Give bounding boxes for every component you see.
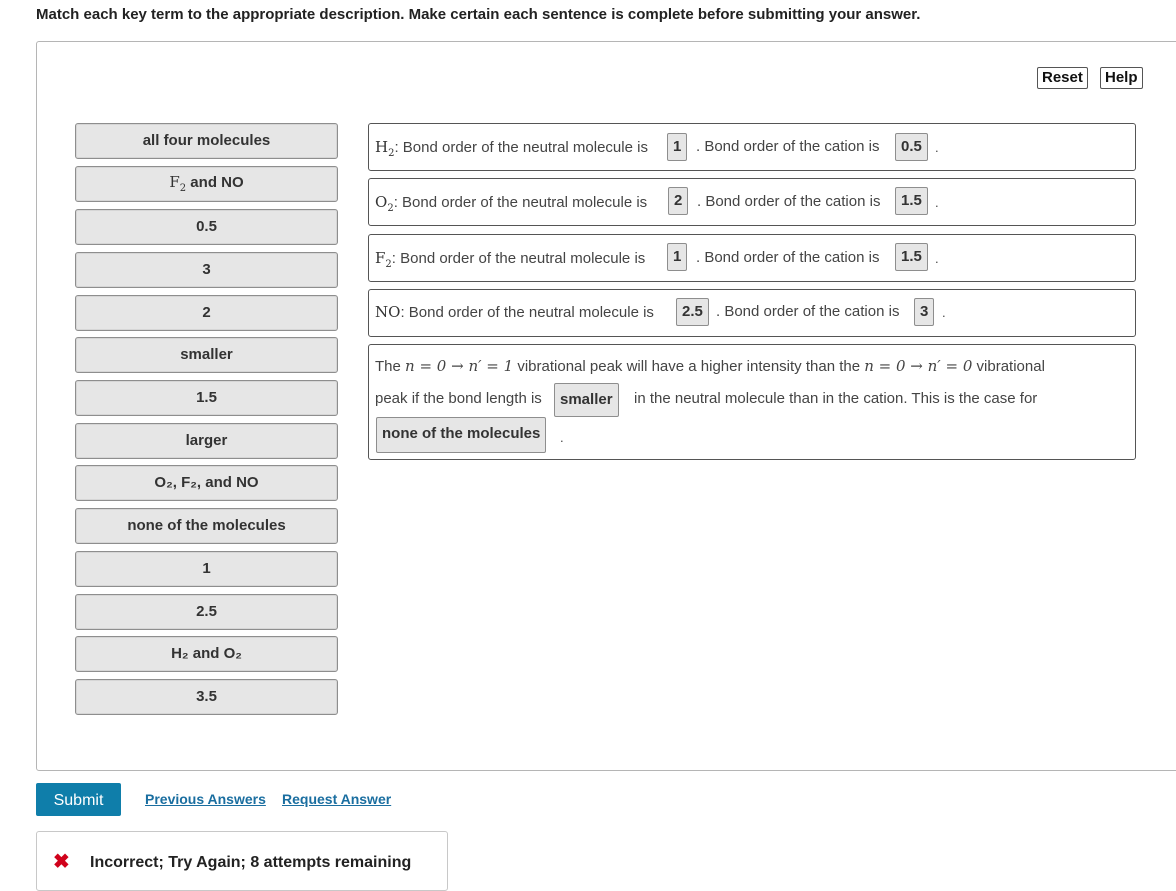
sentence-text: . Bond order of the cation is (696, 138, 880, 155)
sentence-h2 (368, 123, 1136, 171)
reset-button[interactable]: Reset (1037, 67, 1088, 89)
tile-label: 1 (202, 560, 211, 577)
feedback-text: Incorrect; Try Again; 8 attempts remaining (90, 854, 412, 871)
answer-slot-h2-cation[interactable]: 0.5 (895, 133, 928, 161)
tile-label: $F_2$ and NO (169, 173, 244, 194)
tile-o2-f2-and-no[interactable] (75, 465, 338, 501)
sentence-text: The n = 0 → n′ = 1 vibrational peak will have a higher intensity than the n = 0 → n′ = 0 vibrational (375, 357, 1045, 375)
answer-slot-case[interactable]: none of the molecules (376, 417, 546, 453)
previous-answers-link[interactable]: Previous Answers (145, 791, 266, 807)
answer-slot-o2-cation[interactable]: 1.5 (895, 187, 928, 215)
tile-1-5[interactable] (75, 380, 338, 416)
period: . (560, 430, 564, 445)
tile-label: none of the molecules (127, 517, 286, 534)
tile-0-5[interactable] (75, 209, 338, 245)
request-answer-link[interactable]: Request Answer (282, 791, 392, 807)
tile-label: 2 (202, 304, 211, 321)
tile-3[interactable] (75, 252, 338, 288)
answer-slot-no-neutral[interactable]: 2.5 (676, 298, 709, 326)
answer-slot-no-cation[interactable]: 3 (914, 298, 934, 326)
tile-label: 3 (202, 261, 211, 278)
tile-label: H₂ and O₂ (171, 645, 242, 662)
sentence-text: . Bond order of the cation is (716, 303, 900, 320)
tile-2[interactable] (75, 295, 338, 331)
sentence-o2 (368, 178, 1136, 226)
tile-smaller[interactable] (75, 337, 338, 373)
sentence-text: NO: Bond order of the neutral molecule is (375, 303, 654, 321)
answer-slot-f2-neutral[interactable]: 1 (667, 243, 687, 271)
help-button[interactable]: Help (1100, 67, 1143, 89)
sentence-no (368, 289, 1136, 337)
answer-slot-f2-cation[interactable]: 1.5 (895, 243, 928, 271)
tile-none-of-the-molecules[interactable] (75, 508, 338, 544)
sentence-text: . Bond order of the cation is (697, 193, 881, 210)
tile-h2-and-o2[interactable] (75, 636, 338, 672)
tile-label: 2.5 (196, 603, 217, 620)
tile-2-5[interactable] (75, 594, 338, 630)
tile-larger[interactable] (75, 423, 338, 459)
sentence-f2 (368, 234, 1136, 282)
answer-slot-o2-neutral[interactable]: 2 (668, 187, 688, 215)
sentence-text: in the neutral molecule than in the cation. This is the case for (634, 390, 1038, 407)
tile-all-four-molecules[interactable] (75, 123, 338, 159)
feedback-box (36, 831, 448, 891)
period: . (942, 305, 946, 320)
answer-slot-h2-neutral[interactable]: 1 (667, 133, 687, 161)
sentence-text: $O_2$: Bond order of the neutral molecule is (375, 193, 648, 214)
sentence-vibrational (368, 344, 1136, 460)
tile-3-5[interactable] (75, 679, 338, 715)
sentence-text: peak if the bond length is (375, 390, 542, 407)
x-icon: ✖ (53, 851, 70, 873)
period: . (935, 140, 939, 155)
tile-f2-and-no[interactable] (75, 166, 338, 202)
tile-label: O₂, F₂, and NO (154, 474, 259, 491)
sentence-text: . Bond order of the cation is (696, 249, 880, 266)
tile-label: all four molecules (142, 132, 271, 149)
answer-slot-bond-length[interactable]: smaller (554, 383, 619, 417)
tile-1[interactable] (75, 551, 338, 587)
instructions: Match each key term to the appropriate description. Make certain each sentence is complete before submitting your answer. (36, 6, 921, 23)
sentence-text: $H_2$: Bond order of the neutral molecule is (375, 138, 648, 159)
tile-label: 3.5 (196, 688, 217, 705)
period: . (935, 195, 939, 210)
tile-label: larger (185, 432, 228, 449)
tile-label: smaller (180, 346, 233, 363)
period: . (935, 251, 939, 266)
sentence-text: $F_2$: Bond order of the neutral molecule is (375, 249, 646, 270)
tile-label: 0.5 (196, 218, 217, 235)
submit-button[interactable]: Submit (36, 783, 121, 816)
tile-label: 1.5 (196, 389, 217, 406)
